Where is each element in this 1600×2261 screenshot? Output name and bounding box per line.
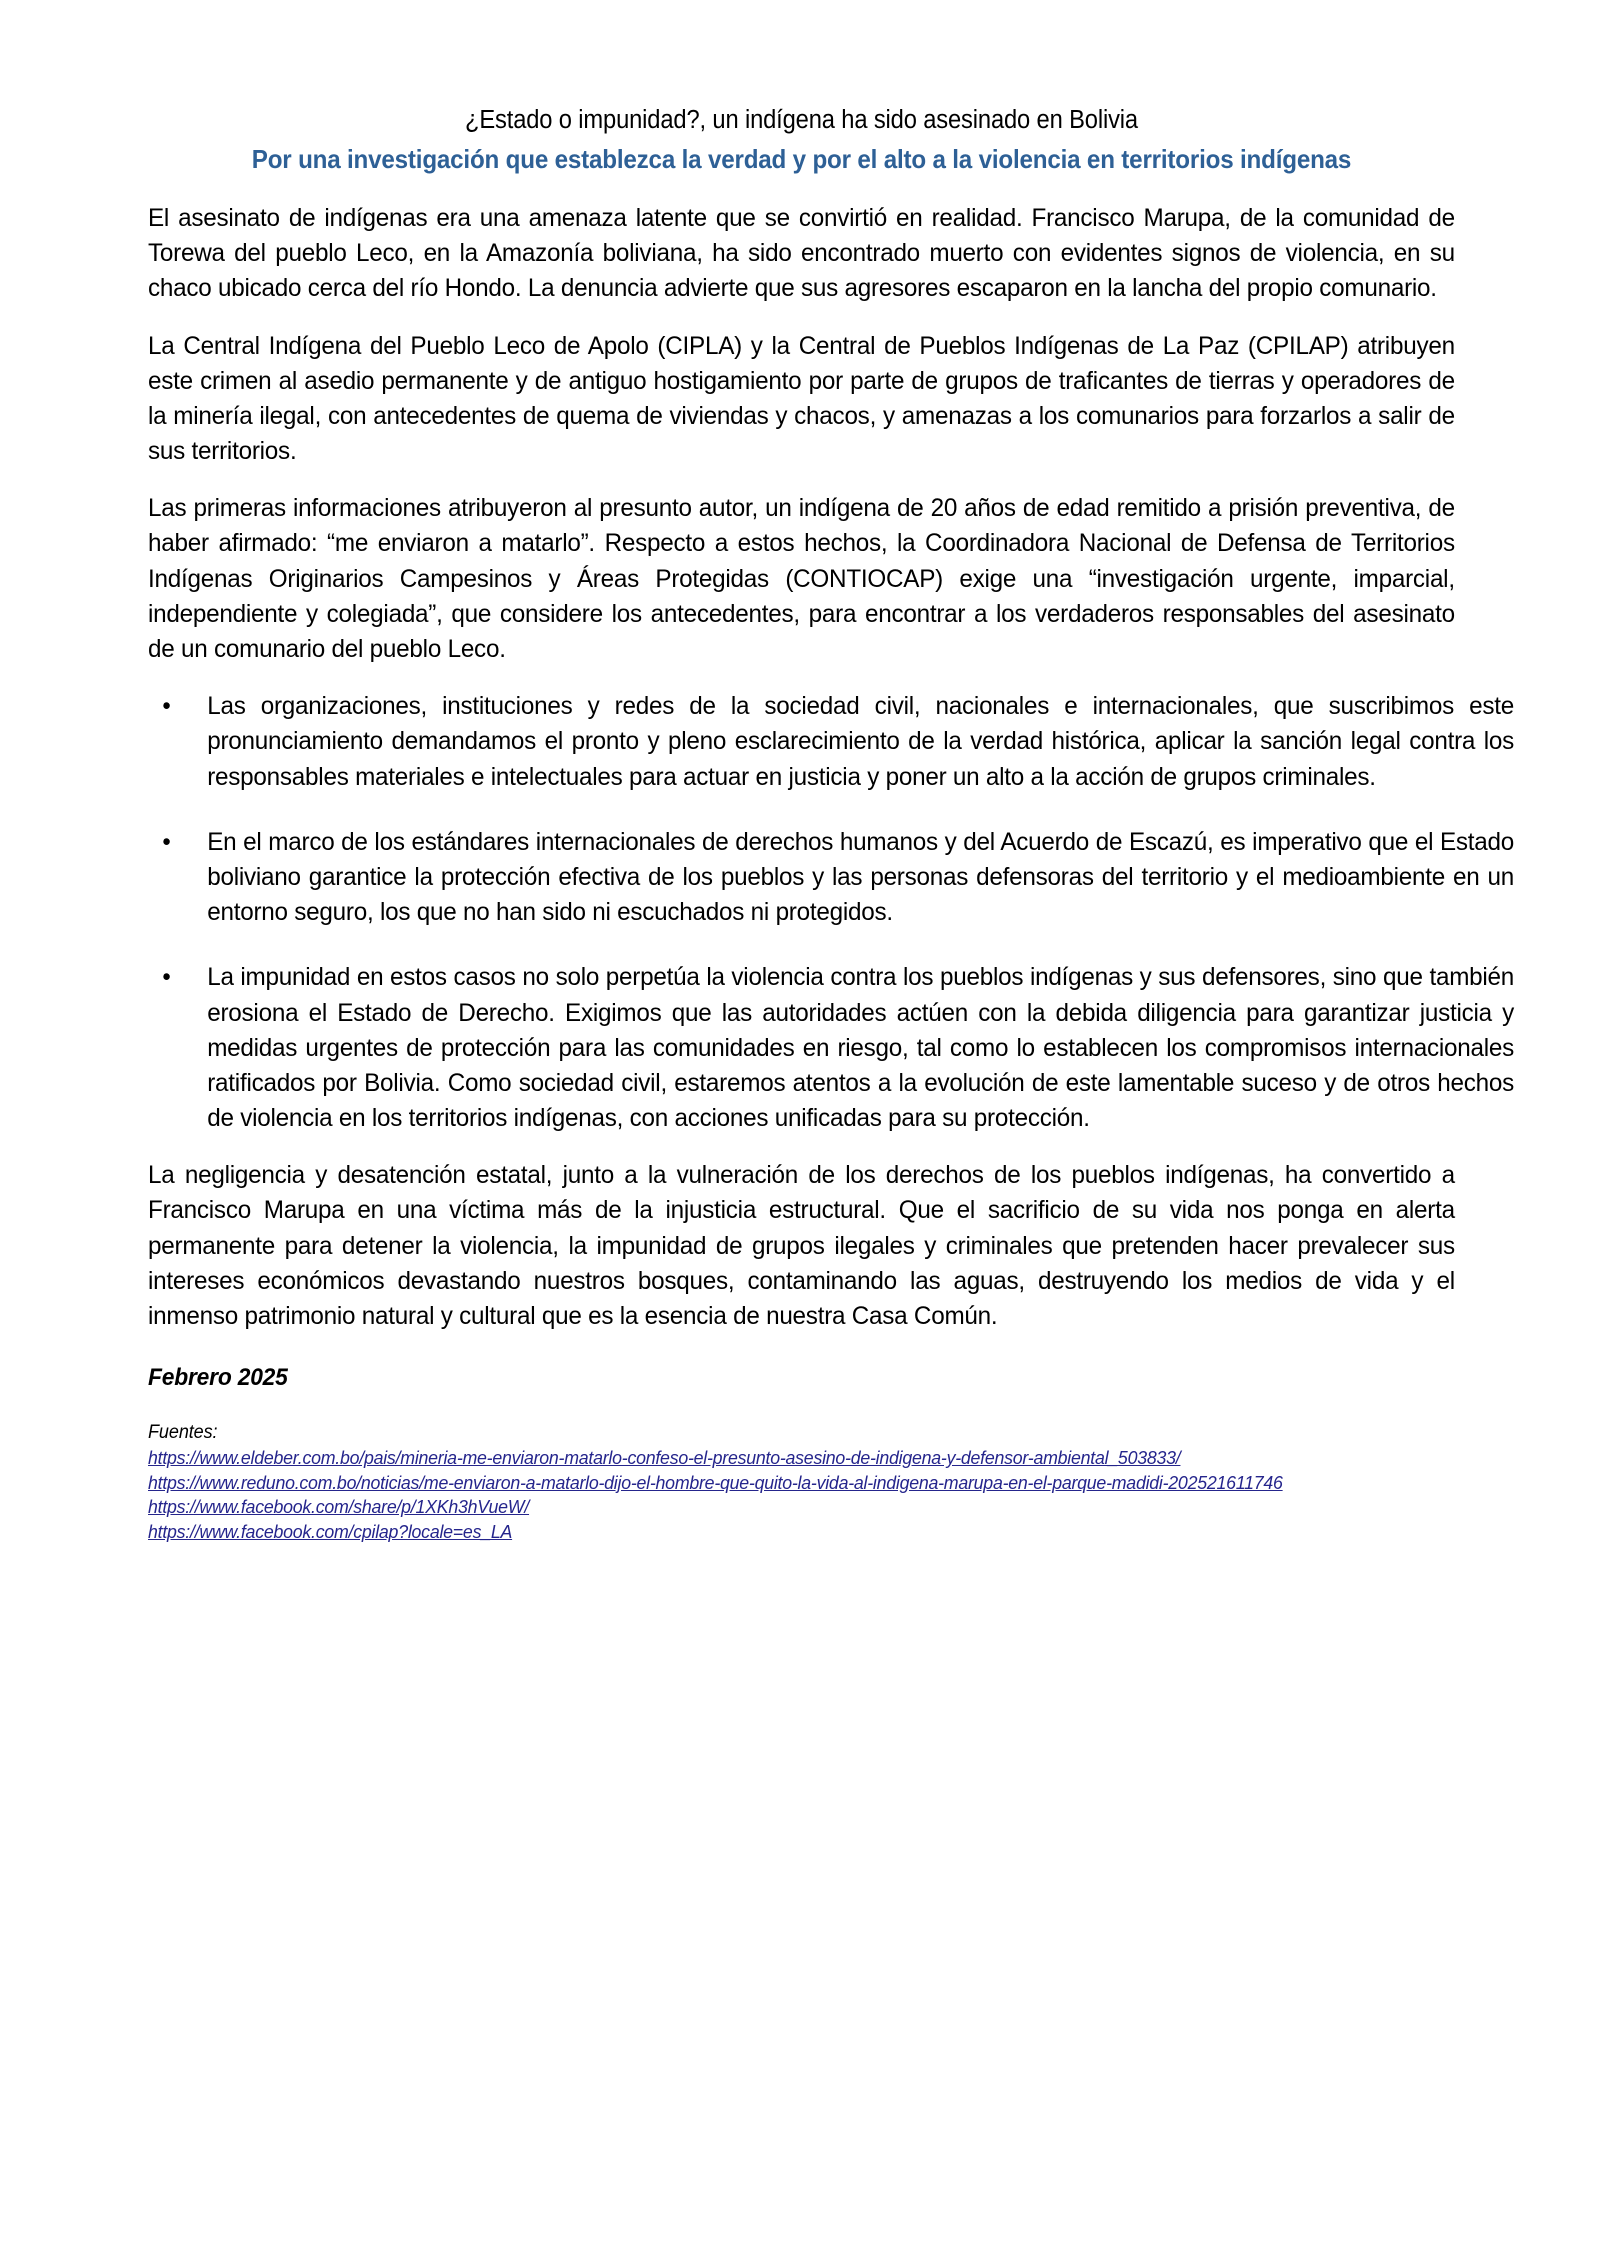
body-paragraph-1: El asesinato de indígenas era una amenaza latente que se convirtió en realidad. Francisco Marupa, de la comunidad de Torewa del pueblo Leco, en la Amazonía boliviana, ha sido encontrado muerto con evidentes signos de violencia, en su chaco ubicado cerca del río Hondo. La denuncia advierte que sus agresores escaparon en la lancha del propio comunario. — [148, 203, 1455, 303]
list-item — [148, 960, 1514, 1136]
source-link-facebook-cpilap[interactable]: https://www.facebook.com/cpilap?locale=es_LA — [148, 1520, 513, 1542]
page-title: ¿Estado o impunidad?, un indígena ha sido asesinado en Bolivia — [464, 106, 1138, 134]
bullet-icon: • — [162, 827, 171, 856]
list-item-text: Las organizaciones, instituciones y redes de la sociedad civil, nacionales e internacionales, que suscribimos este pronunciamiento demandamos el pronto y pleno esclarecimiento de la verdad histórica, aplicar la sanción legal contra los responsables materiales e intelectuales para actuar en justicia y poner un alto a la acción de grupos criminales. — [207, 692, 1515, 791]
list-item — [148, 689, 1514, 795]
sources-label: Fuentes: — [148, 1422, 218, 1444]
list-item-text: La impunidad en estos casos no solo perpetúa la violencia contra los pueblos indígenas y sus defensores, sino que también erosiona el Estado de Derecho. Exigimos que las autoridades actúen con la debida diligencia para garantizar justicia y medidas urgentes de protección para las comunidades en riesgo, tal como lo establecen los compromisos internacionales ratificados por Bolivia. Como sociedad civil, estaremos atentos a la evolución de este lamentable suceso y de otros hechos de violencia en los territorios indígenas, con acciones unificadas para su protección. — [207, 963, 1515, 1133]
document-date: Febrero 2025 — [148, 1364, 288, 1392]
sources-block — [148, 1422, 1455, 1544]
bullet-icon: • — [162, 692, 171, 721]
source-link-reduno[interactable]: https://www.reduno.com.bo/noticias/me-enviaron-a-matarlo-dijo-el-hombre-que-quito-la-vida-al-indigena-marupa-en-el-parque-madidi-202521611746 — [148, 1471, 1283, 1493]
page-subtitle: Por una investigación que establezca la verdad y por el alto a la violencia en territorios indígenas — [251, 144, 1352, 175]
demands-list — [148, 689, 1515, 1136]
source-link-facebook-share[interactable]: https://www.facebook.com/share/p/1XKh3hVueW/ — [148, 1496, 530, 1518]
list-item-text: En el marco de los estándares internacionales de derechos humanos y del Acuerdo de Escazú, es imperativo que el Estado boliviano garantice la protección efectiva de los pueblos y las personas defensoras del territorio y el medioambiente en un entorno seguro, los que no han sido ni escuchados ni protegidos. — [207, 827, 1515, 927]
source-link-eldeber[interactable]: https://www.eldeber.com.bo/pais/mineria-me-enviaron-matarlo-confeso-el-presunto-asesino-de-indigena-y-defensor-ambiental_503833/ — [148, 1447, 1181, 1469]
list-item — [148, 825, 1514, 931]
closing-paragraph: La negligencia y desatención estatal, junto a la vulneración de los derechos de los pueblos indígenas, ha convertido a Francisco Marupa en una víctima más de la injusticia estructural. Que el sacrificio de su vida nos ponga en alerta permanente para detener la violencia, la impunidad de grupos ilegales y criminales que pretenden hacer prevalecer sus intereses económicos devastando nuestros bosques, contaminando las aguas, destruyendo los medios de vida y el inmenso patrimonio natural y cultural que es la esencia de nuestra Casa Común. — [148, 1161, 1455, 1330]
bullet-icon: • — [162, 963, 171, 992]
title-block — [148, 104, 1455, 177]
body-paragraph-3: Las primeras informaciones atribuyeron al presunto autor, un indígena de 20 años de edad remitido a prisión preventiva, de haber afirmado: “me enviaron a matarlo”. Respecto a estos hechos, la Coordinadora Nacional de Defensa de Territorios Indígenas Originarios Campesinos y Áreas Protegidas (CONTIOCAP) exige una “investigación urgente, imparcial, independiente y colegiada”, que considere los antecedentes, para encontrar a los verdaderos responsables del asesinato de un comunario del pueblo Leco. — [148, 494, 1455, 663]
body-paragraph-2: La Central Indígena del Pueblo Leco de Apolo (CIPLA) y la Central de Pueblos Indígenas de La Paz (CPILAP) atribuyen este crimen al asedio permanente y de antiguo hostigamiento por parte de grupos de traficantes de tierras y operadores de la minería ilegal, con antecedentes de quema de viviendas y chacos, y amenazas a los comunarios para forzarlos a salir de sus territorios. — [148, 331, 1455, 466]
